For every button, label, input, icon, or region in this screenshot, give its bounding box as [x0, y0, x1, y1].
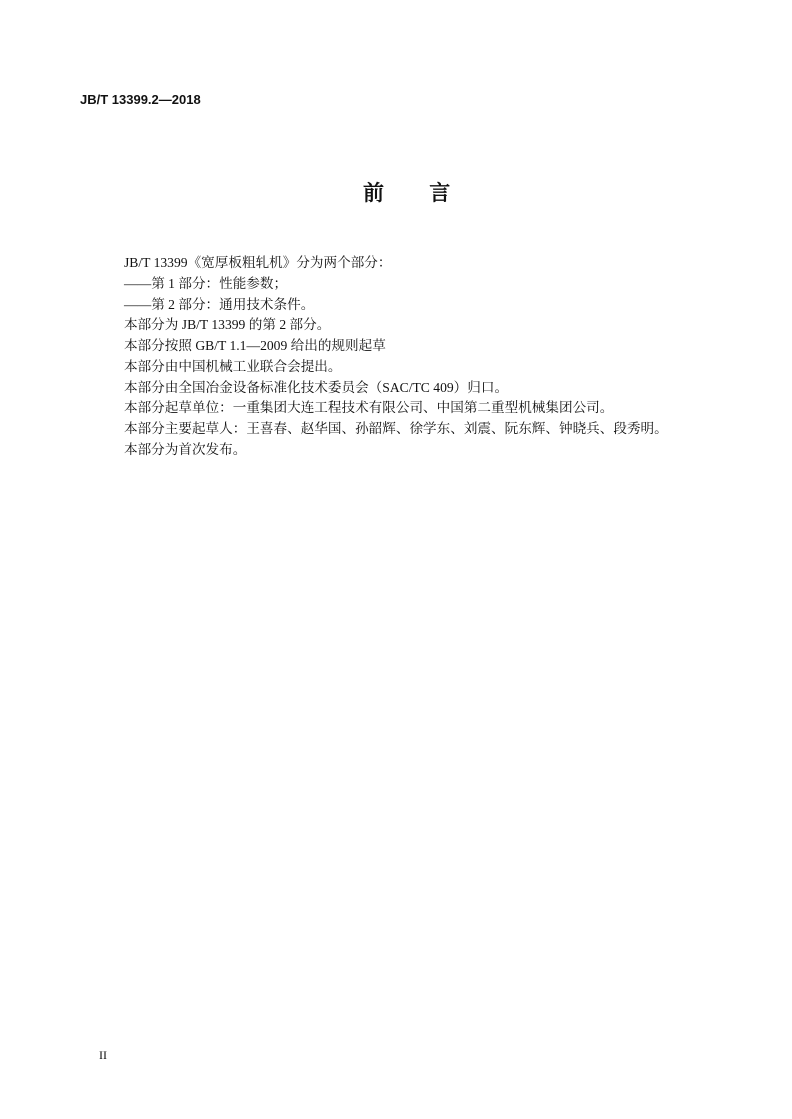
foreword-line-centralized-by: 本部分由全国冶金设备标准化技术委员会（SAC/TC 409）归口。 — [124, 379, 509, 395]
foreword-line-first-release: 本部分为首次发布。 — [124, 441, 247, 457]
document-code-header: JB/T 13399.2—2018 — [80, 92, 201, 107]
foreword-line-parts-intro: JB/T 13399《宽厚板粗轧机》分为两个部分： — [124, 255, 392, 270]
foreword-line-this-part: 本部分为 JB/T 13399 的第 2 部分。 — [124, 317, 331, 333]
page-title: 前 言 — [363, 181, 471, 205]
foreword-line-drafters: 本部分主要起草人：王喜春、赵华国、孙韶辉、徐学东、刘震、阮东辉、钟晓兵、段秀明。 — [124, 421, 668, 436]
foreword-line-drafting-units: 本部分起草单位：一重集团大连工程技术有限公司、中国第二重型机械集团公司。 — [124, 400, 614, 416]
foreword-line-part-2: ——第 2 部分：通用技术条件。 — [124, 296, 315, 312]
page-number: II — [99, 1048, 107, 1062]
foreword-line-part-1: ——第 1 部分：性能参数； — [124, 275, 288, 291]
foreword-line-proposed-by: 本部分由中国机械工业联合会提出。 — [124, 358, 342, 374]
foreword-line-drafting-rules: 本部分按照 GB/T 1.1—2009 给出的规则起草 — [124, 338, 386, 353]
foreword-body — [124, 253, 724, 461]
